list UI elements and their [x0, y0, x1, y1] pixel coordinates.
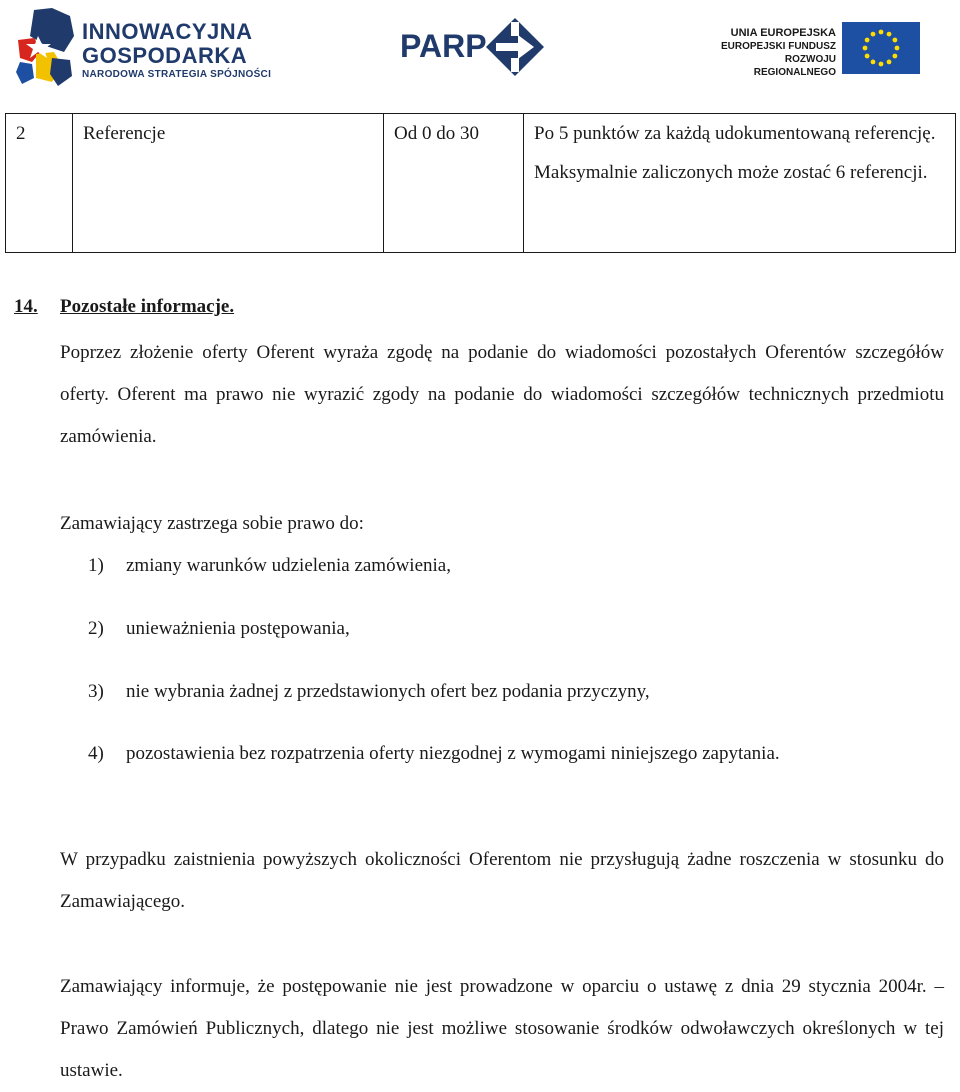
eu-flag-icon [842, 22, 920, 74]
logo-ig-line3: NARODOWA STRATEGIA SPÓJNOŚCI [82, 69, 272, 80]
list-item [88, 671, 918, 713]
list-item [88, 608, 918, 650]
list-item-text: nie wybrania żadnej z przedstawionych ofert bez podania przyczyny, [126, 681, 650, 702]
logo-ue-line2: EUROPEJSKI FUNDUSZ [720, 41, 836, 52]
criteria-table [5, 113, 956, 253]
table-row [6, 114, 956, 253]
criterion-number-cell: 2 [6, 114, 73, 253]
parp-logo [398, 16, 548, 78]
innowacyjna-gospodarka-logo [12, 6, 272, 90]
logo-ue-line1: UNIA EUROPEJSKA [730, 27, 836, 39]
list-item-number: 2) [88, 618, 104, 639]
innowacyjna-gospodarka-wordmark [82, 20, 271, 82]
list-item-number: 1) [88, 555, 104, 576]
rights-intro: Zamawiający zastrzega sobie prawo do: [60, 513, 364, 534]
list-item [88, 733, 918, 775]
legal-basis-paragraph: Zamawiający informuje, że postępowanie nie jest prowadzone w oparciu o ustawę z dnia 29 stycznia 2004r. – Prawo Zamówień Publicznych, dlatego nie jest możliwe stosowanie środków odwoławczych określonych w tej ustawie. [60, 976, 944, 1081]
consent-paragraph: Poprzez złożenie oferty Oferent wyraża zgodę na podanie do wiadomości pozostałych Oferentów szczegółów oferty. Oferent ma prawo nie wyrazić zgody na podanie do wiadomości szczegółów technicznych przedmiotu zamówienia. [60, 342, 944, 447]
section-number: 14. [14, 296, 38, 317]
logo-ig-line2: GOSPODARKA [82, 43, 248, 68]
criterion-range-cell: Od 0 do 30 [384, 114, 524, 253]
list-item-text: zmiany warunków udzielenia zamówienia, [126, 555, 451, 576]
claims-paragraph: W przypadku zaistnienia powyższych okoliczności Oferentom nie przysługują żadne roszczenia w stosunku do Zamawiającego. [60, 849, 944, 912]
list-item [88, 545, 918, 587]
list-item-text: pozostawienia bez rozpatrzenia oferty niezgodnej z wymogami niniejszego zapytania. [126, 743, 780, 764]
parp-wordmark: PARP [400, 28, 487, 64]
list-item-number: 3) [88, 681, 104, 702]
criterion-name-cell: Referencje [73, 114, 384, 253]
star-emblem-icon [12, 6, 78, 90]
criterion-description-cell: Po 5 punktów za każdą udokumentowaną referencję. Maksymalnie zaliczonych może zostać 6 referencji. [524, 114, 956, 253]
section-heading [14, 296, 234, 318]
logo-ue-line3: ROZWOJU REGIONALNEGO [753, 54, 836, 78]
parp-emblem-icon [484, 16, 546, 78]
logo-ig-line1: INNOWACYJNA [82, 19, 253, 44]
list-item-text: unieważnienia postępowania, [126, 618, 350, 639]
header-logos [0, 0, 960, 100]
list-item-number: 4) [88, 743, 104, 764]
section-title: Pozostałe informacje. [60, 296, 235, 317]
eu-wordmark [700, 26, 836, 79]
eu-logo [700, 20, 926, 80]
